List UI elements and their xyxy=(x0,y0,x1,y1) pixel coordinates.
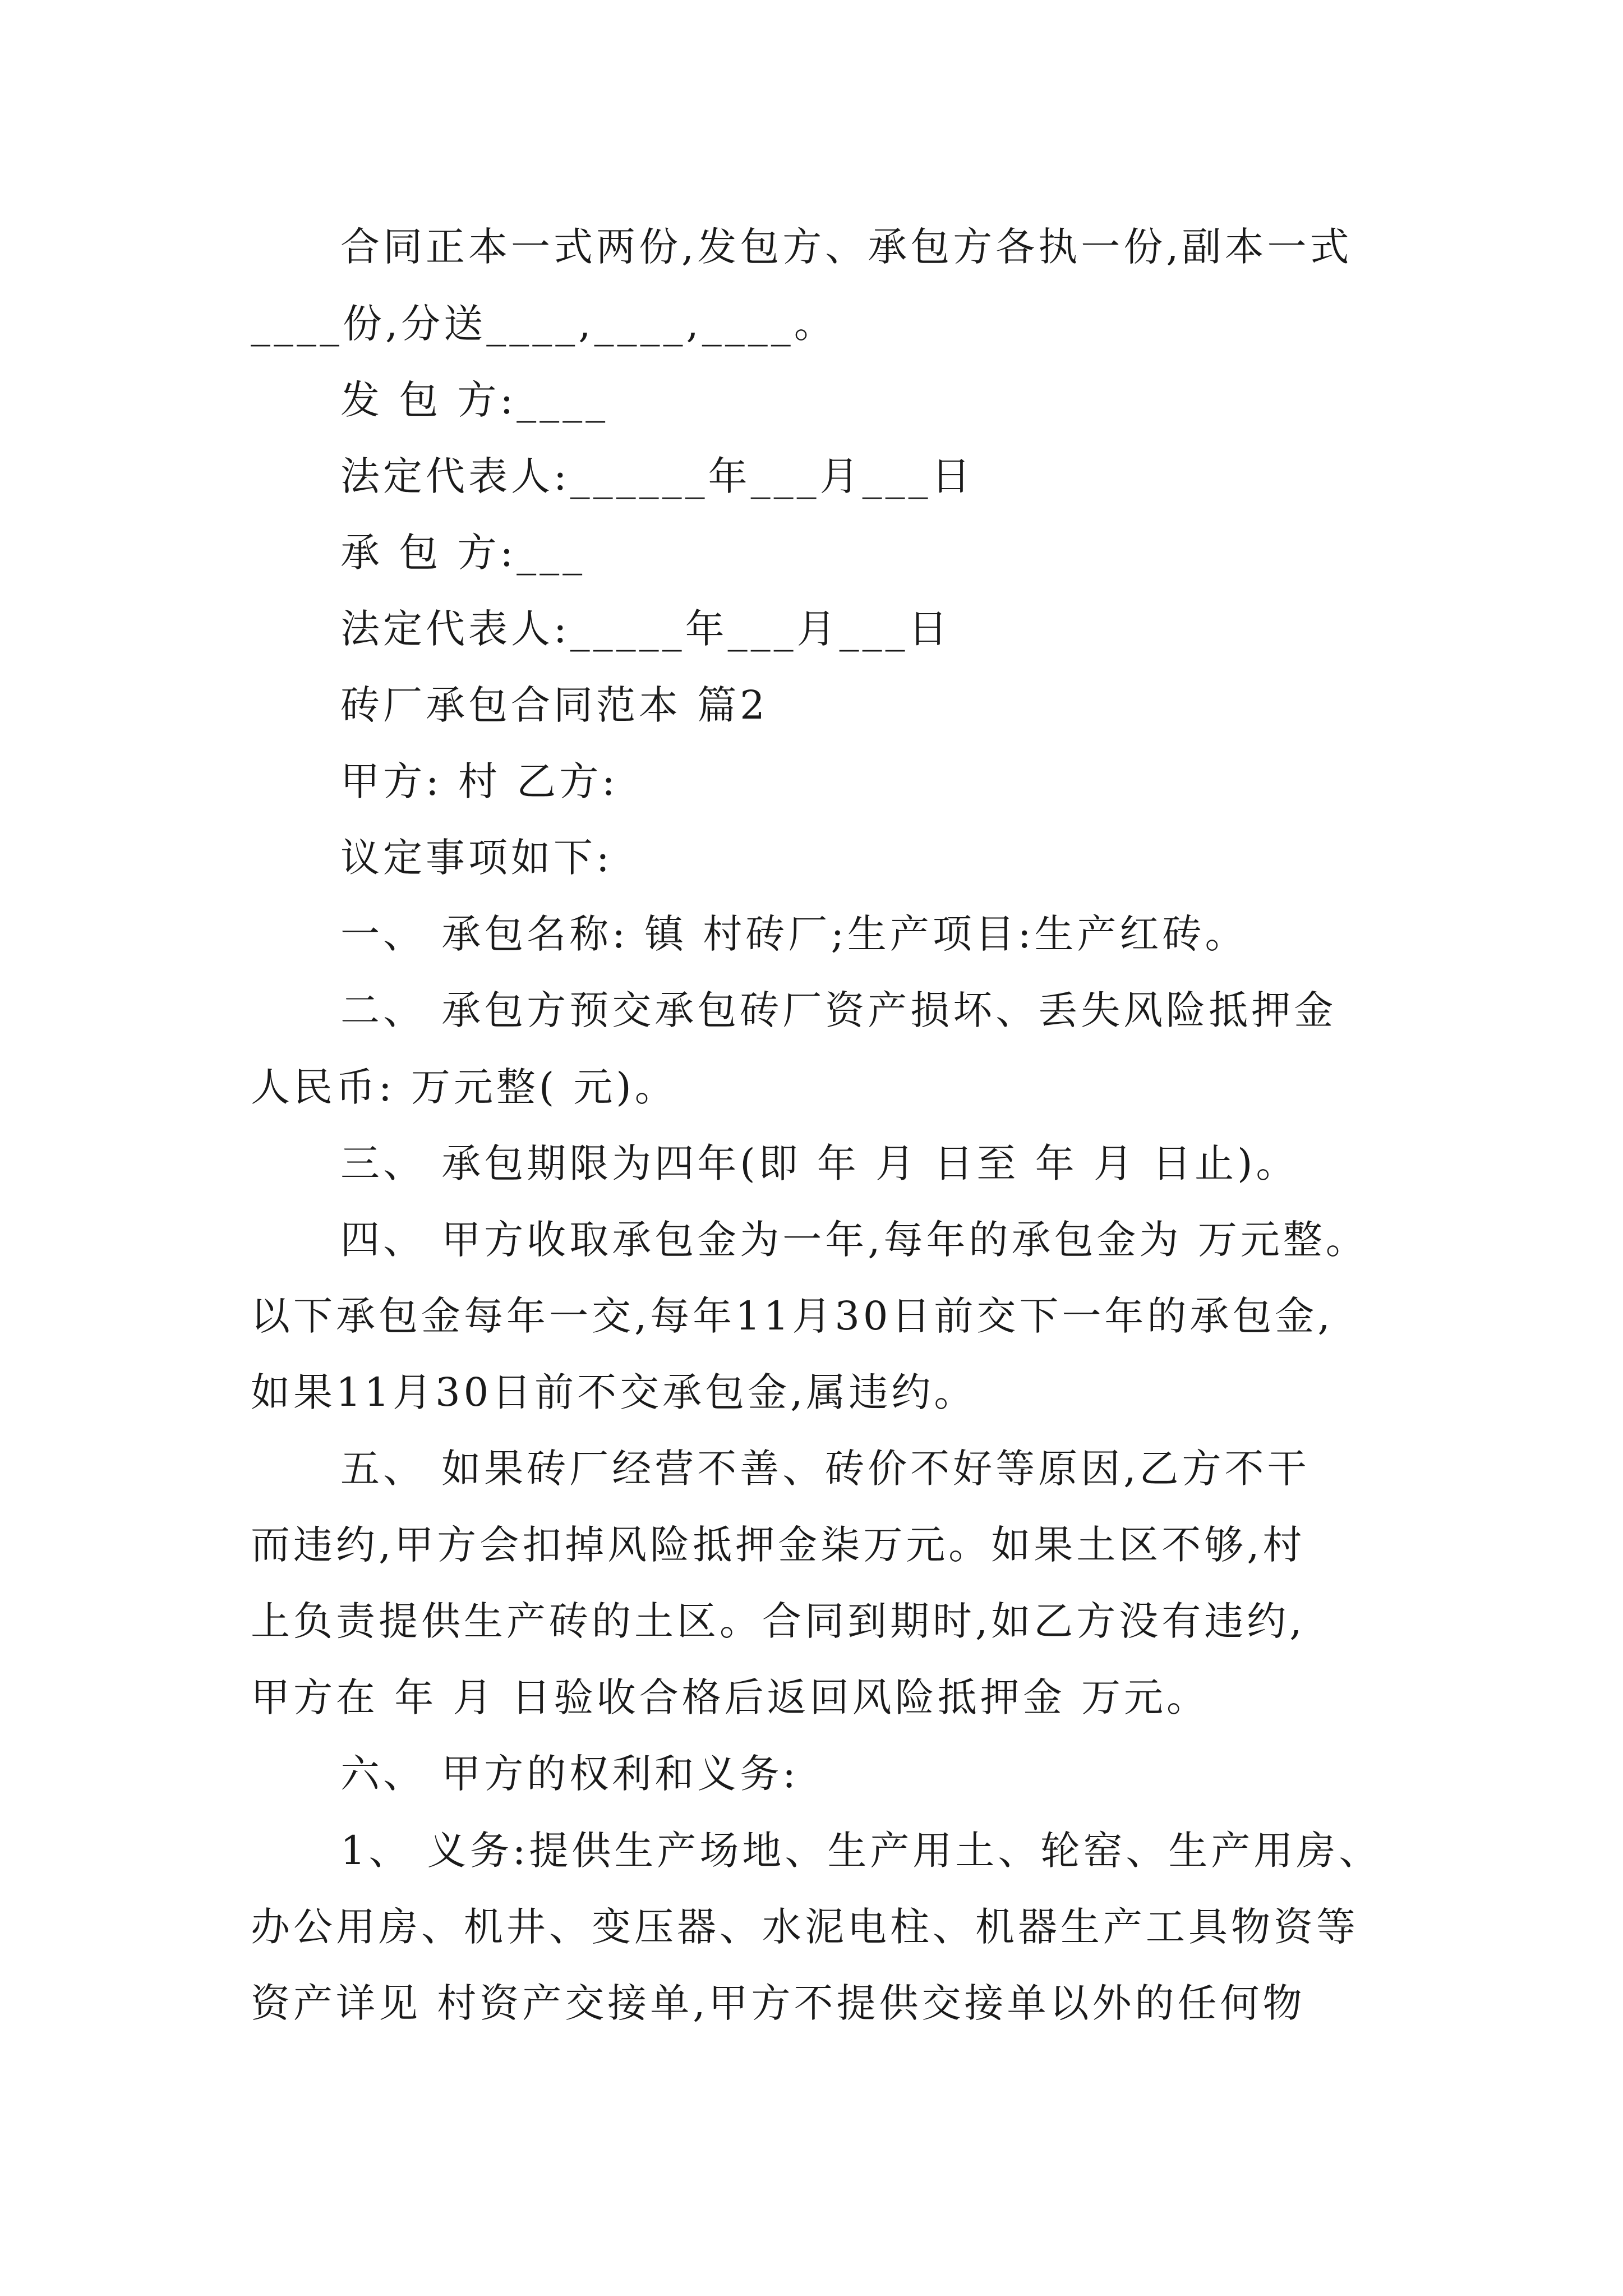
text-line: 二、 承包方预交承包砖厂资产损坏、丢失风险抵押金 xyxy=(340,987,1337,1033)
text-line: 上负责提供生产砖的土区。合同到期时,如乙方没有违约, xyxy=(251,1598,1306,1644)
text-line: 而违约,甲方会扣掉风险抵押金柒万元。如果土区不够,村 xyxy=(251,1522,1306,1568)
text-line: 如果11月30日前不交承包金,属违约。 xyxy=(251,1369,977,1415)
text-line: 合同正本一式两份,发包方、承包方各执一份,副本一式 xyxy=(340,224,1353,270)
text-line: 六、 甲方的权利和义务: xyxy=(340,1751,799,1797)
text-line: 办公用房、机井、变压器、水泥电柱、机器生产工具物资等 xyxy=(251,1904,1359,1950)
text-line: 甲方: 村 乙方: xyxy=(340,758,619,804)
text-line: 法定代表人:_____年___月___日 xyxy=(340,606,951,652)
text-line: 四、 甲方收取承包金为一年,每年的承包金为 万元整。 xyxy=(340,1217,1368,1263)
text-line: ____份,分送____,____,____。 xyxy=(251,301,837,347)
text-line: 承 包 方:___ xyxy=(340,530,586,576)
text-line: 人民币: 万元整( 元)。 xyxy=(251,1064,677,1110)
section-heading: 砖厂承包合同范本 篇2 xyxy=(340,682,768,728)
text-line: 资产详见 村资产交接单,甲方不提供交接单以外的任何物 xyxy=(251,1980,1306,2026)
text-line: 甲方在 年 月 日验收合格后返回风险抵押金 万元。 xyxy=(251,1674,1210,1720)
text-line: 1、 义务:提供生产场地、生产用土、轮窑、生产用房、 xyxy=(340,1828,1382,1874)
text-line: 以下承包金每年一交,每年11月30日前交下一年的承包金, xyxy=(251,1293,1334,1339)
text-line: 五、 如果砖厂经营不善、砖价不好等原因,乙方不干 xyxy=(340,1446,1310,1492)
text-line: 发 包 方:____ xyxy=(340,377,609,423)
text-line: 法定代表人:______年___月___日 xyxy=(340,453,974,499)
text-line: 议定事项如下: xyxy=(340,835,613,881)
text-line: 三、 承包期限为四年(即 年 月 日至 年 月 日止)。 xyxy=(340,1140,1299,1186)
text-line: 一、 承包名称: 镇 村砖厂;生产项目:生产红砖。 xyxy=(340,911,1248,957)
